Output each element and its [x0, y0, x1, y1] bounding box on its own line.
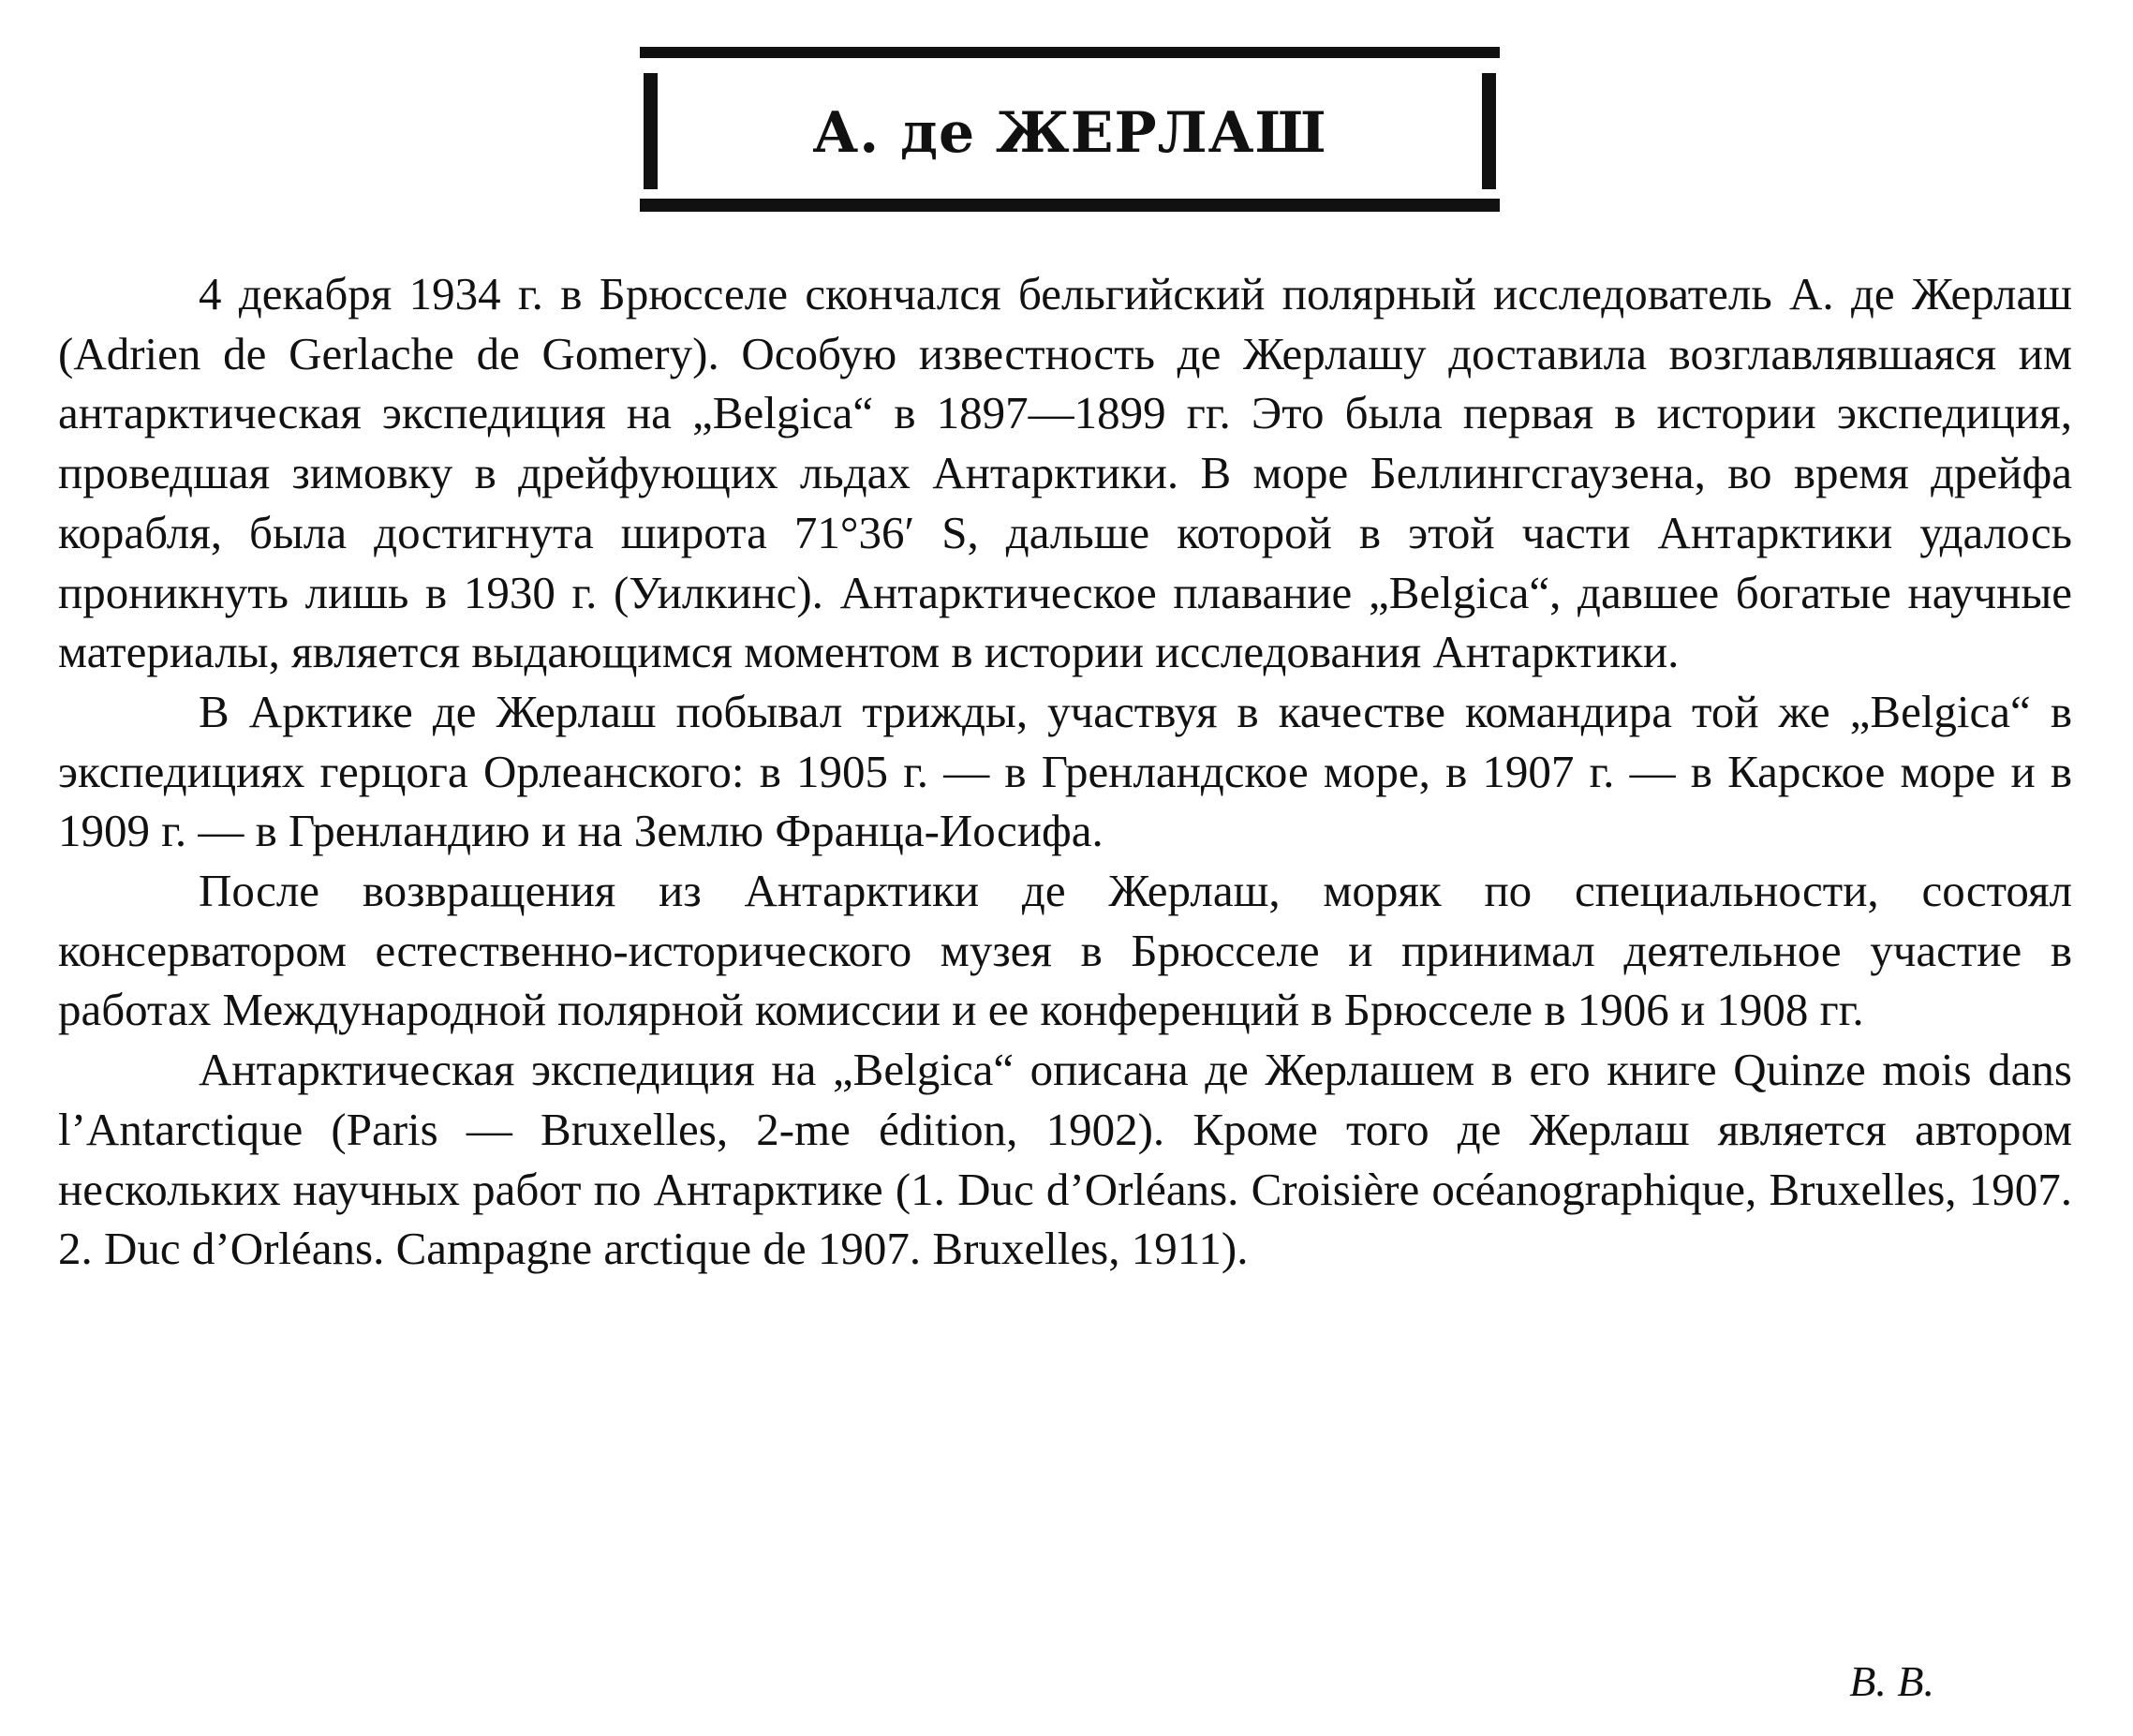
paragraph-1: 4 декабря 1934 г. в Брюсселе скончался бельгийский полярный исследователь А. де Жерлаш (Adrien de Gerlache de Gomery). Особую известность де Жерлашу доставила возглавлявшаяся им антарктическая экспедиция на „Belgica“ в 1897—1899 гг. Это была первая в истории экспедиция, проведшая зимовку в дрейфующих льдах Антарктики. В море Беллингсгаузена, во время дрейфа корабля, была достигнута широта 71°36′ S, дальше которой в этой части Антарктики удалось проникнуть лишь в 1930 г. (Уилкинс). Антарктическое плавание „Belgica“, давшее богатые научные материалы, является выдающимся моментом в истории исследования Антарктики.	[58, 268, 2072, 678]
frame-top-rule	[640, 47, 1500, 58]
title-frame	[640, 47, 1500, 212]
article-body	[58, 264, 2072, 1279]
author-signature: В. В.	[1849, 1657, 1934, 1705]
paragraph-3: После возвращения из Антарктики де Жерлаш, моряк по специальности, состоял консерватором естественно-исторического музея в Брюсселе и принимал деятельное участие в работах Международной полярной комиссии и ее конференций в Брюсселе в 1906 и 1908 гг.	[58, 865, 2072, 1036]
paragraph-2: В Арктике де Жерлаш побывал трижды, участвуя в качестве командира той же „Belgica“ в экспедициях герцога Орлеанского: в 1905 г. — в Гренландское море, в 1907 г. — в Карское море и в 1909 г. — в Гренландию и на Землю Франца-Иосифа.	[58, 685, 2072, 857]
article-title: А. де ЖЕРЛАШ	[812, 100, 1327, 166]
paragraph-4: Антарктическая экспедиция на „Belgica“ описана де Жерлашем в его книге Quinze mois dans l’Antarctique (Paris — Bruxelles, 2-me édition, 1902). Кроме того де Жерлаш является автором нескольких научных работ по Антарктике (1. Duc d’Orléans. Croisière océanographique, Bruxelles, 1907. 2. Duc d’Orléans. Campagne arctique de 1907. Bruxelles, 1911).	[58, 1044, 2072, 1275]
frame-bottom-rule	[640, 199, 1500, 212]
